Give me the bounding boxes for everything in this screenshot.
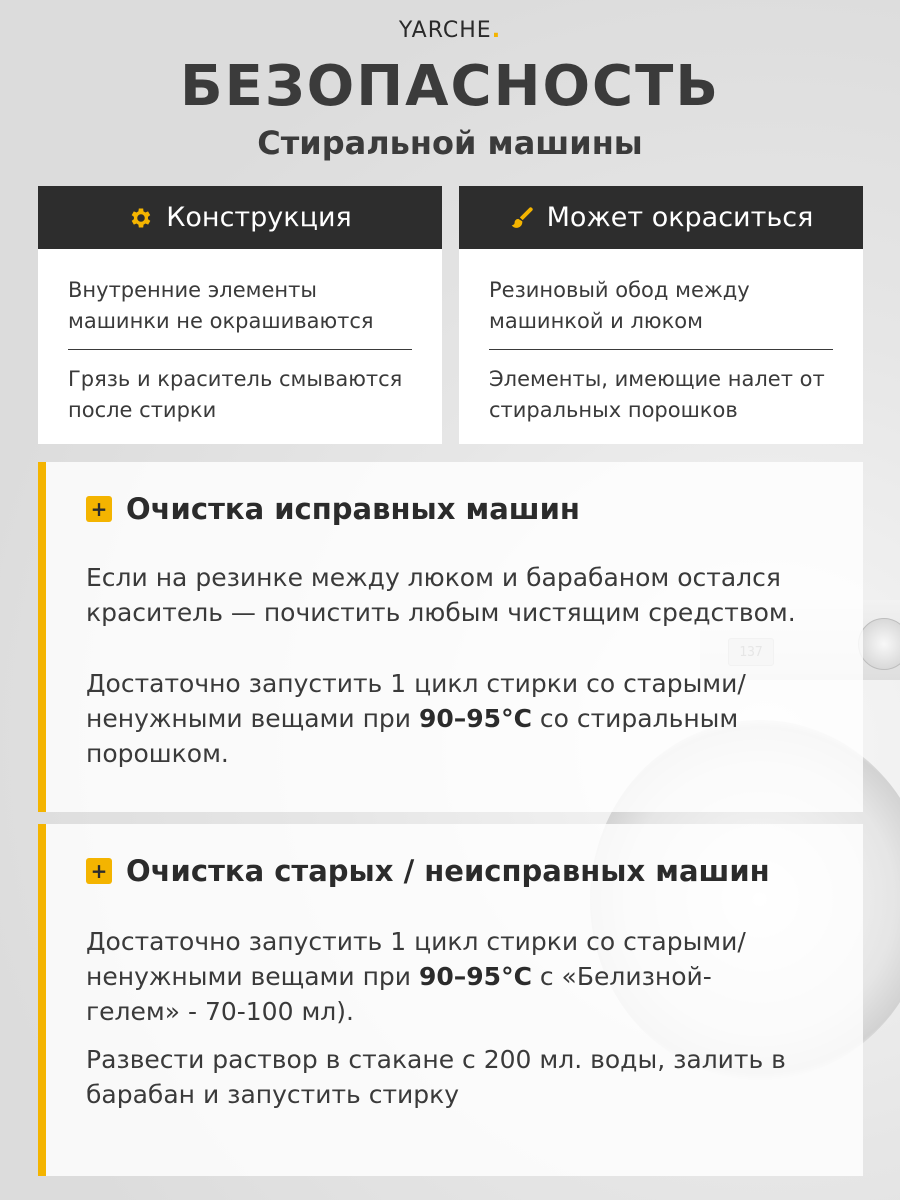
card-item: Внутренние элементы машинки не окрашиваются bbox=[68, 278, 374, 333]
text-span: с «Белизной-гелем» - 70-100 мл). bbox=[86, 962, 712, 1026]
brand-dot: . bbox=[491, 18, 502, 43]
plus-icon: + bbox=[86, 858, 112, 884]
card-construction bbox=[38, 186, 442, 444]
section-paragraph bbox=[86, 924, 786, 1029]
gear-icon bbox=[128, 205, 154, 231]
card-title: Может окраситься bbox=[546, 202, 814, 233]
section-clean-working bbox=[38, 462, 863, 812]
section-title bbox=[86, 492, 580, 526]
paintbrush-icon bbox=[509, 205, 535, 231]
section-paragraph: Развести раствор в стакане с 200 мл. воды, залить в барабан и запустить стирку bbox=[86, 1045, 786, 1109]
section-paragraph: Если на резинке между люком и барабаном остался краситель — почистить любым чистящим средством. bbox=[86, 563, 796, 627]
temperature-bold: 90–95°С bbox=[418, 704, 532, 733]
text-span: со стиральным порошком. bbox=[86, 704, 739, 768]
card-title: Конструкция bbox=[166, 202, 352, 233]
section-paragraph bbox=[86, 666, 846, 771]
text-span: Достаточно запустить 1 цикл стирки со старыми/ ненужными вещами при bbox=[86, 927, 746, 991]
card-may-stain bbox=[459, 186, 863, 444]
card-header bbox=[38, 186, 442, 249]
card-item: Элементы, имеющие налет от стиральных порошков bbox=[489, 367, 825, 422]
card-item: Грязь и краситель смываются после стирки bbox=[68, 367, 403, 422]
divider bbox=[68, 349, 412, 350]
text-span: Достаточно запустить 1 цикл стирки со старыми/ ненужными вещами при bbox=[86, 669, 746, 733]
section-title-text: Очистка исправных машин bbox=[126, 492, 580, 526]
page-subtitle: Стиральной машины bbox=[257, 124, 643, 162]
divider bbox=[489, 349, 833, 350]
card-header bbox=[459, 186, 863, 249]
section-title-text: Очистка старых / неисправных машин bbox=[126, 854, 770, 888]
section-clean-old bbox=[38, 824, 863, 1176]
card-item: Резиновый обод между машинкой и люком bbox=[489, 278, 750, 333]
brand-logo bbox=[0, 18, 900, 43]
section-title bbox=[86, 854, 770, 888]
page-title: БЕЗОПАСНОСТЬ bbox=[179, 54, 721, 119]
temperature-bold: 90–95°С bbox=[418, 962, 532, 991]
plus-icon: + bbox=[86, 496, 112, 522]
brand-name: YARCHE bbox=[398, 18, 492, 43]
